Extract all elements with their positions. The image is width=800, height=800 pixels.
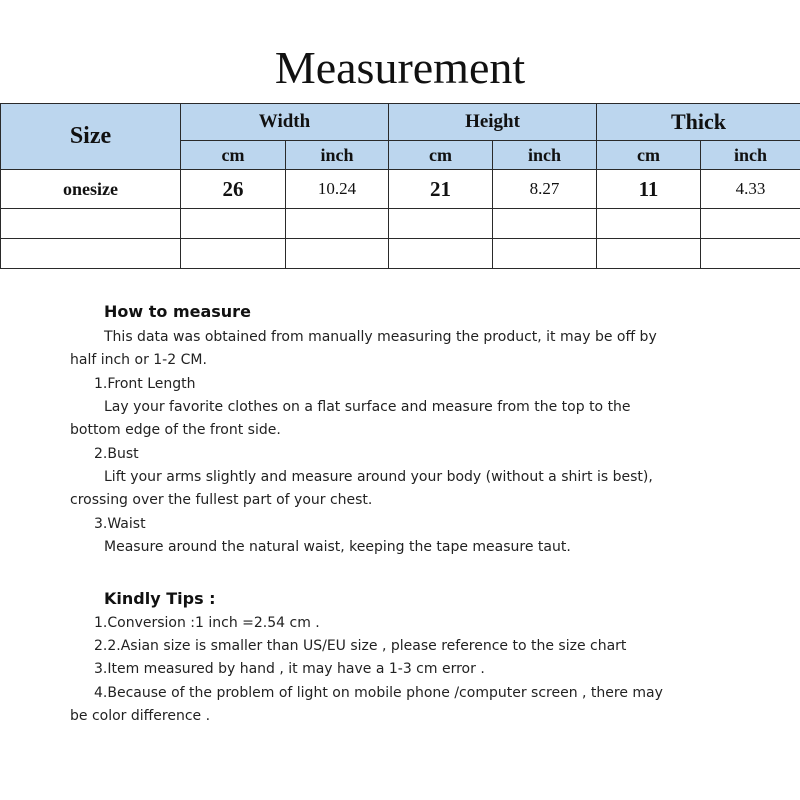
table-cell: 26	[181, 170, 286, 209]
tip-text: 1.Conversion :1 inch =2.54 cm .	[94, 615, 320, 631]
empty-table-row	[1, 209, 800, 239]
front-length-text: Lay your favorite clothes on a flat surface and measure from the top to the	[104, 399, 631, 415]
row-label: onesize	[1, 170, 181, 209]
table-cell: 8.27	[493, 170, 597, 209]
size-header: Size	[1, 104, 181, 170]
tip-text: 2.2.Asian size is smaller than US/EU size , please reference to the size chart	[94, 638, 627, 654]
waist-text: Measure around the natural waist, keeping the tape measure taut.	[104, 539, 571, 555]
thick-header: Thick	[597, 104, 800, 141]
intro-text: This data was obtained from manually measuring the product, it may be off by	[104, 329, 657, 345]
intro-text: half inch or 1-2 CM.	[70, 352, 207, 368]
tip-text: 4.Because of the problem of light on mobile phone /computer screen , there may	[94, 685, 663, 701]
waist-title: 3.Waist	[94, 516, 146, 532]
table-cell: 11	[597, 170, 701, 209]
empty-table-row	[1, 239, 800, 269]
how-to-measure-heading: How to measure	[104, 302, 251, 321]
table-cell: 4.33	[701, 170, 800, 209]
bust-text: crossing over the fullest part of your chest.	[70, 492, 373, 508]
unit-inch: inch	[493, 141, 597, 170]
table-row	[1, 170, 800, 209]
unit-cm: cm	[597, 141, 701, 170]
kindly-tips-heading: Kindly Tips :	[104, 589, 216, 608]
width-header: Width	[181, 104, 389, 141]
table-header-row	[1, 104, 800, 141]
unit-cm: cm	[181, 141, 286, 170]
front-length-title: 1.Front Length	[94, 376, 196, 392]
unit-cm: cm	[389, 141, 493, 170]
page-title: Measurement	[274, 42, 526, 93]
front-length-text: bottom edge of the front side.	[70, 422, 281, 438]
tip-text: be color difference .	[70, 708, 211, 724]
unit-inch: inch	[701, 141, 800, 170]
table-cell: 21	[389, 170, 493, 209]
tip-text: 3.Item measured by hand , it may have a 1-3 cm error .	[94, 661, 485, 677]
bust-text: Lift your arms slightly and measure around your body (without a shirt is best),	[104, 469, 653, 485]
bust-title: 2.Bust	[94, 446, 139, 462]
unit-inch: inch	[286, 141, 389, 170]
size-table	[0, 103, 800, 269]
table-cell: 10.24	[286, 170, 389, 209]
height-header: Height	[389, 104, 597, 141]
